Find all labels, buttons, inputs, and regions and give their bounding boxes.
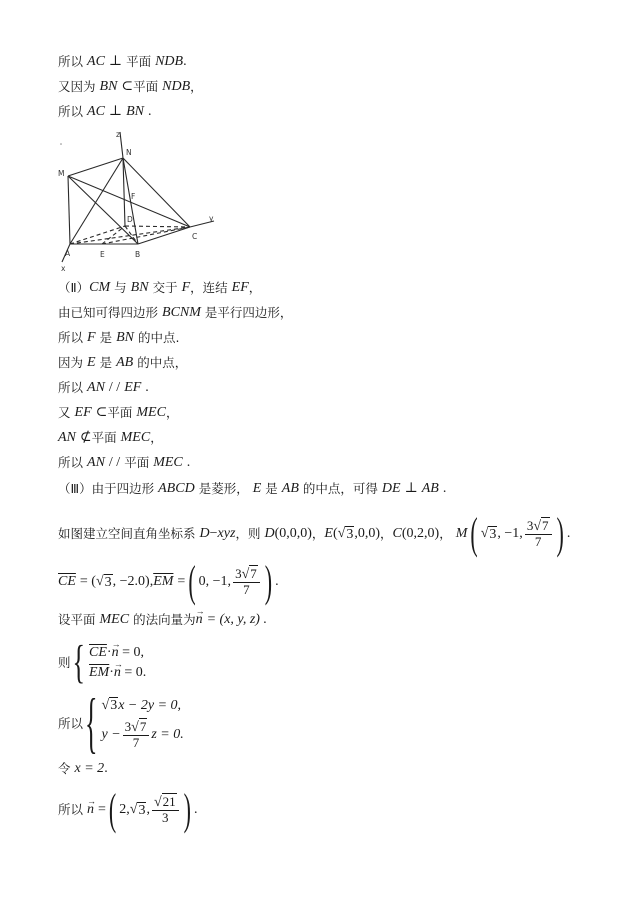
text: 所以 [58, 455, 84, 470]
eq-open: = ( [79, 574, 96, 589]
math-var: EF [124, 380, 142, 395]
math-var: E [252, 481, 262, 496]
text: 平面 [124, 455, 150, 470]
numerator [233, 567, 260, 583]
not-subset-symbol: ⊄ [79, 430, 92, 445]
punct: ， [380, 526, 393, 541]
coef: 3 [124, 719, 132, 734]
big-paren-left: ( [108, 784, 117, 834]
line-2 [58, 79, 203, 95]
coords-E-rest: ,0,0) [354, 526, 381, 541]
math-var: BN [130, 280, 149, 295]
math-var: ABCD [158, 481, 195, 496]
math-var: AC [87, 104, 105, 119]
text: 的中点. [137, 330, 180, 345]
sqrt-sign: √ [337, 526, 346, 541]
line-19 [58, 784, 198, 834]
label-x: x [61, 264, 66, 273]
punct: ， [248, 280, 262, 295]
coords-D: (0,0,0) [274, 526, 312, 541]
vector-n: → n [114, 665, 121, 681]
math-var: MEC [99, 612, 130, 627]
punct: ， [190, 79, 203, 94]
text: 所以 [58, 716, 84, 731]
line-16 [58, 636, 147, 689]
point-M: M [455, 526, 468, 541]
label-z: z [116, 130, 120, 139]
punct: . [186, 455, 191, 470]
line-3 [58, 104, 151, 120]
z-axis [120, 132, 123, 158]
text: 因为 [58, 355, 84, 370]
text: 是平行四边形， [204, 305, 293, 320]
text: 所以 [58, 380, 84, 395]
math-var: AN [58, 430, 76, 445]
subset-symbol: ⊂ [121, 79, 134, 94]
text: 是 [99, 355, 113, 370]
math-var: MEC [153, 455, 183, 470]
line-7 [58, 355, 187, 371]
math-var: AB [421, 481, 439, 496]
text: 的中点， [137, 355, 188, 370]
perp-symbol: ⊥ [108, 54, 123, 69]
line-11 [58, 455, 190, 471]
text: ，则 [235, 526, 261, 541]
label-M: M [58, 169, 65, 178]
sqrt-sign: √ [480, 526, 489, 541]
punct: . [275, 574, 279, 589]
line-14 [58, 556, 279, 606]
coef: 3 [235, 566, 242, 581]
text: 的中点，可得 [302, 481, 378, 496]
edge-ED [102, 226, 125, 244]
text: 平面 [107, 405, 133, 420]
label-y: y [209, 214, 214, 223]
normal-vector-def: = (x, y, z) . [206, 612, 267, 627]
left-brace: { [72, 636, 85, 689]
equation-2 [89, 665, 146, 681]
radicand: 3 [489, 526, 497, 542]
math-var: NDB [162, 79, 191, 94]
ce-rest: , −2.0), [112, 574, 154, 589]
math-var: F [181, 280, 191, 295]
text: 所以 [58, 104, 84, 119]
math-var: EF [74, 405, 92, 420]
line-18 [58, 761, 108, 777]
line-15 [58, 612, 267, 628]
sqrt-sign: √ [131, 720, 139, 735]
perp-symbol: ⊥ [404, 481, 418, 496]
math-var: D [199, 526, 210, 541]
radicand: 7 [139, 719, 147, 734]
punct: . [104, 761, 108, 776]
math-var: NDB [155, 54, 184, 69]
punct: ， [311, 526, 325, 541]
label-A: A [65, 249, 71, 258]
line-12 [58, 481, 446, 497]
vector-CE: $\overline{CE}$ [58, 574, 76, 589]
text: 是 [99, 330, 113, 345]
line-4 [58, 280, 261, 296]
punct: ， [165, 405, 179, 420]
denominator: 7 [132, 735, 140, 750]
coef: 3 [526, 518, 534, 533]
text: 是 [265, 481, 278, 496]
line-1 [58, 54, 187, 70]
label-F: F [131, 192, 136, 201]
big-paren-left: ( [470, 508, 478, 558]
component: 2, [119, 802, 130, 817]
math-var: AN [87, 380, 105, 395]
line-6 [58, 330, 179, 346]
numerator [123, 720, 150, 736]
equation-2 [102, 720, 184, 750]
point-C: C [392, 526, 402, 541]
vector-EM: $\overline{EM}$ [153, 574, 174, 589]
text: 又 [58, 405, 71, 420]
parallel-symbol: / / [108, 455, 121, 470]
text: 所以 [58, 330, 84, 345]
text: 平面 [133, 79, 159, 94]
math-var: AN [87, 455, 105, 470]
label-C: C [192, 232, 198, 241]
edge-MA [68, 176, 70, 244]
fraction [525, 519, 552, 549]
text: 所以 [58, 802, 84, 817]
line-5 [58, 305, 292, 321]
text: 是菱形， [198, 481, 249, 496]
radicand: 3 [110, 698, 118, 713]
math-var: AB [116, 355, 134, 370]
fraction [123, 720, 150, 750]
line-8 [58, 380, 149, 396]
minus: − [209, 526, 218, 541]
text: （Ⅱ） [58, 280, 90, 295]
assignment: x = 2 [74, 761, 105, 776]
line-17 [58, 685, 184, 761]
radicand: 3 [104, 574, 112, 590]
punct: . [193, 802, 198, 817]
big-paren-left: ( [188, 556, 196, 606]
math-var: DE [381, 481, 401, 496]
label-B: B [135, 250, 141, 259]
vector-CE: $\overline{CE}$ [89, 645, 107, 660]
radicand: 7 [542, 518, 549, 533]
line-10 [58, 430, 163, 446]
vector-n: → n [112, 645, 119, 661]
point-E: E [324, 526, 333, 541]
label-E: E [100, 250, 105, 259]
text: 设平面 [58, 612, 96, 627]
text: 如图建立空间直角坐标系 [58, 526, 196, 541]
rhs: = 0, [122, 645, 144, 660]
em-components: 0, −1, [198, 574, 232, 589]
vector-n: → n [87, 802, 94, 818]
stray-mark [60, 143, 62, 145]
equation-system [102, 698, 184, 750]
dot: · [106, 645, 112, 660]
punct: . [566, 526, 571, 541]
edge-MN [68, 158, 123, 176]
text: 由已知可得四边形 [58, 305, 159, 320]
big-paren-right: ) [264, 556, 273, 606]
big-paren-right: ) [183, 784, 191, 834]
coords-C: (0,2,0) [401, 526, 440, 541]
radicand: 3 [138, 802, 146, 818]
text: ，连结 [190, 280, 228, 295]
math-var: AB [281, 481, 299, 496]
line-13 [58, 508, 571, 558]
text: 则 [58, 655, 71, 670]
text: 平面 [91, 430, 117, 445]
label-N: N [126, 148, 132, 157]
text: 所以 [58, 54, 84, 69]
eq-body: x − 2y = 0, [118, 698, 182, 713]
point-D: D [264, 526, 275, 541]
math-var: BN [126, 104, 144, 119]
line-9 [58, 405, 178, 421]
rhs: = 0. [124, 665, 147, 680]
label-D: D [127, 215, 133, 224]
math-var: AC [87, 54, 105, 69]
sqrt-sign: √ [153, 795, 162, 810]
math-var: BN [99, 79, 118, 94]
text: 的法向量为 [133, 612, 196, 627]
text: 令 [58, 761, 71, 776]
vector-EM: $\overline{EM}$ [89, 665, 110, 680]
vector-n: → n [196, 612, 203, 628]
big-paren-right: ) [556, 508, 564, 558]
equals: = [98, 802, 106, 817]
text: （Ⅲ）由于四边形 [58, 481, 155, 496]
sqrt-sign: √ [129, 802, 138, 817]
math-var: E [87, 355, 96, 370]
numerator [525, 519, 552, 535]
math-var: EF [231, 280, 249, 295]
punct: . [442, 481, 447, 496]
equals: = [177, 574, 186, 589]
edge-NA [70, 158, 123, 244]
left-brace: { [85, 685, 98, 761]
denominator: 7 [534, 534, 542, 549]
denominator: 3 [162, 810, 169, 825]
sqrt-sign: √ [101, 698, 110, 713]
math-var: F [87, 330, 96, 345]
geometry-diagram [52, 126, 227, 276]
text: 与 [114, 280, 127, 295]
dot: · [109, 665, 114, 680]
math-var: BCNM [162, 305, 201, 320]
sqrt-sign: √ [95, 574, 104, 589]
sqrt-sign: √ [241, 567, 250, 582]
punct: ， [150, 430, 163, 445]
equation-1 [102, 698, 184, 714]
eq-rhs: z = 0. [151, 727, 184, 742]
math-var: MEC [120, 430, 151, 445]
math-var: xyz [217, 526, 236, 541]
parallel-symbol: / / [108, 380, 121, 395]
math-var: CM [89, 280, 111, 295]
text: 又因为 [58, 79, 96, 94]
punct: ， [439, 526, 452, 541]
punct: . [183, 54, 187, 69]
text: 平面 [126, 54, 152, 69]
numerator [152, 795, 179, 811]
fraction [233, 567, 260, 597]
comma: , [146, 802, 150, 817]
fraction [152, 795, 179, 825]
punct: . [145, 380, 149, 395]
denominator: 7 [243, 582, 250, 597]
equation-system [89, 645, 146, 681]
paren: ( [332, 526, 338, 541]
coords-M-mid: , −1, [497, 526, 523, 541]
math-var: BN [116, 330, 134, 345]
eq-lhs: y − [101, 727, 121, 742]
radicand: 3 [346, 526, 354, 542]
punct: . [147, 104, 152, 119]
radicand: 7 [250, 566, 257, 581]
subset-symbol: ⊂ [95, 405, 108, 420]
perp-symbol: ⊥ [108, 104, 123, 119]
radicand: 21 [162, 794, 176, 809]
text: 交于 [152, 280, 178, 295]
sqrt-sign: √ [533, 519, 541, 534]
math-var: MEC [136, 405, 166, 420]
